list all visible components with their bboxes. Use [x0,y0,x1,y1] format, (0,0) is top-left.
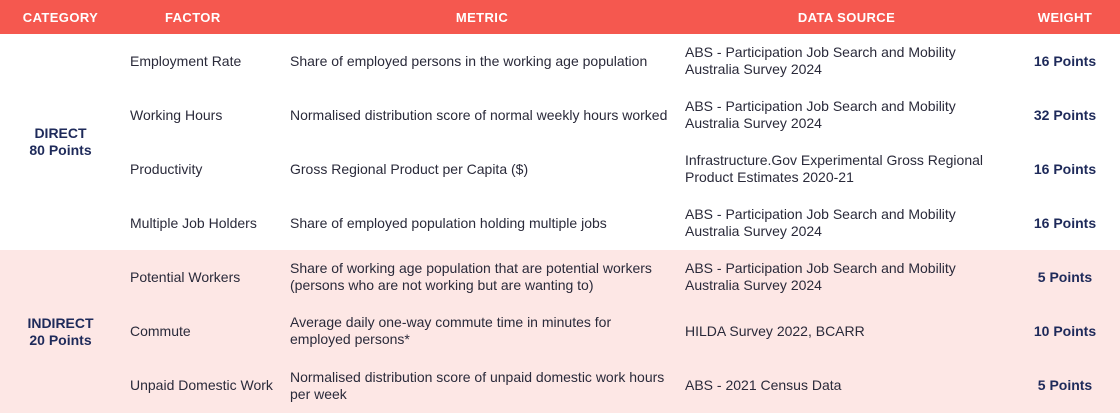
category-name: DIRECT [34,125,87,141]
source-cell: ABS - 2021 Census Data [683,358,1010,413]
category-name: INDIRECT [27,314,94,331]
metric-cell: Share of working age population that are potential workers (persons who are not working but are wanting to) [281,250,683,304]
header-category: CATEGORY [0,0,121,34]
factor-cell: Working Hours [130,106,223,123]
header-factor: FACTOR [121,0,281,34]
weight-cell: 16 Points [1033,214,1097,231]
factor-cell: Unpaid Domestic Work [121,358,281,413]
factor-cell: Potential Workers [121,250,281,304]
source-cell: Infrastructure.Gov Experimental Gross Regional Product Estimates 2020-21 [685,152,984,185]
weight-cell: 5 Points [1010,358,1120,413]
source-cell: HILDA Survey 2022, BCARR [683,304,1010,358]
metric-cell: Normalised distribution score of unpaid domestic work hours per week [281,358,683,413]
metric-cell: Share of employed population holding multiple jobs [290,214,607,231]
weight-cell: 5 Points [1010,250,1120,304]
table-row [0,34,1120,88]
category-cell-indirect [0,250,121,413]
metric-cell: Share of employed persons in the working age population [290,52,648,69]
factor-cell: Productivity [130,160,203,177]
header-weight: WEIGHT [1010,0,1120,34]
table-row [0,304,1120,358]
source-cell: ABS - Participation Job Search and Mobility Australia Survey 2024 [685,44,956,77]
metric-cell: Gross Regional Product per Capita ($) [290,160,529,177]
category-points: 20 Points [29,331,92,348]
table-body [0,34,1120,413]
source-cell: ABS - Participation Job Search and Mobility Australia Survey 2024 [683,250,1010,304]
source-cell: ABS - Participation Job Search and Mobility Australia Survey 2024 [685,98,956,131]
weight-cell: 10 Points [1010,304,1120,358]
table-row [0,250,1120,304]
table-row [0,358,1120,413]
weight-cell: 16 Points [1033,160,1097,177]
factor-cell: Employment Rate [130,52,242,69]
table-row [0,88,1120,142]
table-row [0,142,1120,196]
metric-cell: Average daily one-way commute time in minutes for employed persons* [281,304,683,358]
factor-cell: Multiple Job Holders [130,214,257,231]
table-header [0,0,1120,34]
weight-cell: 16 Points [1033,52,1097,69]
category-points: 80 Points [29,142,92,158]
header-metric: METRIC [281,0,683,34]
factor-cell: Commute [121,304,281,358]
table-row [0,196,1120,250]
source-cell: ABS - Participation Job Search and Mobility Australia Survey 2024 [685,206,956,239]
weight-cell: 32 Points [1033,106,1097,123]
metric-cell: Normalised distribution score of normal weekly hours worked [290,106,668,123]
category-cell-direct [0,34,121,250]
header-data-source: DATA SOURCE [683,0,1010,34]
